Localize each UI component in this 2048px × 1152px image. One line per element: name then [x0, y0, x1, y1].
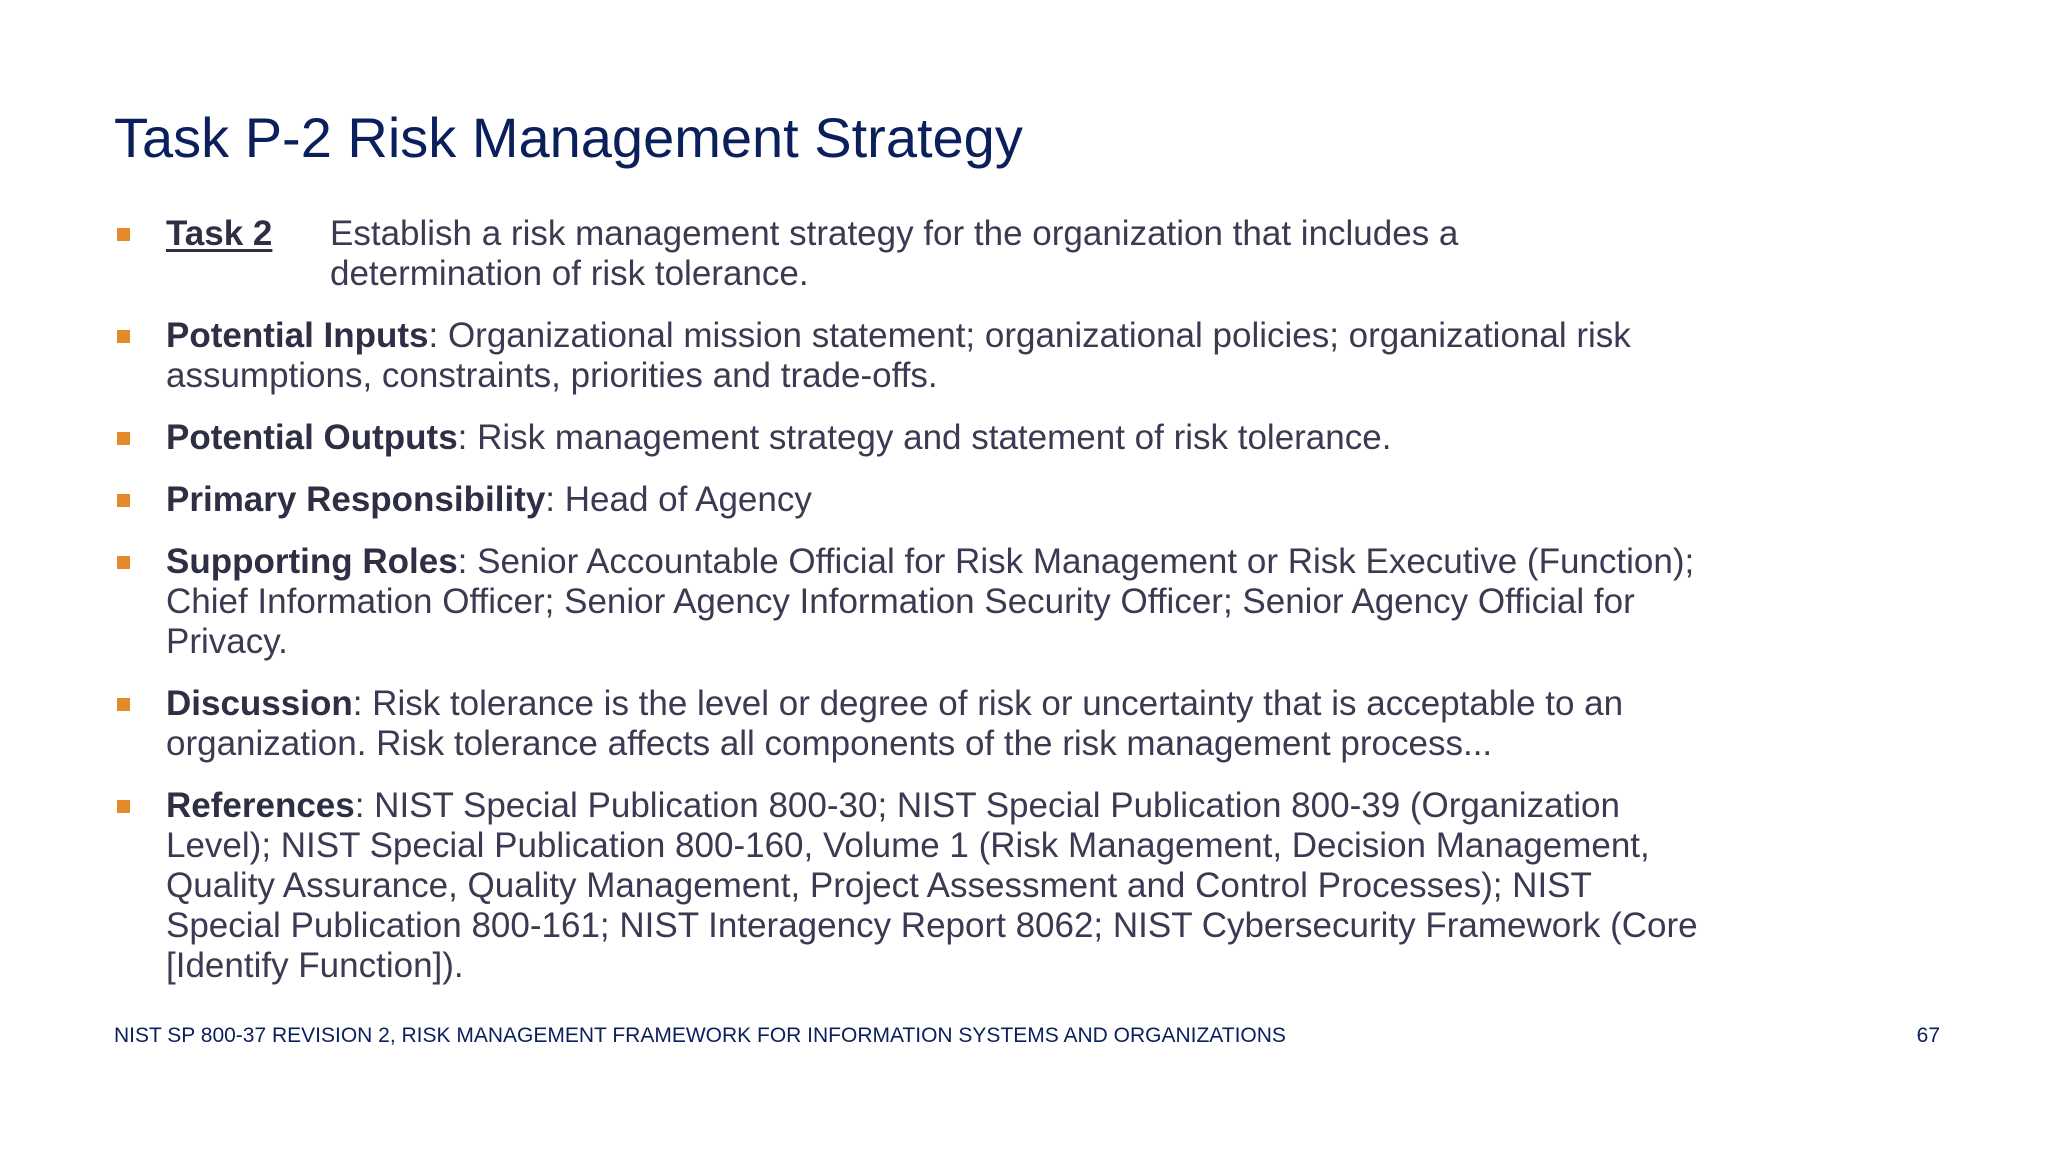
slide-footer: NIST SP 800-37 REVISION 2, RISK MANAGEMENT FRAMEWORK FOR INFORMATION SYSTEMS AND ORGANIZATIONS — [114, 1024, 1286, 1047]
bullet-square-icon — [117, 556, 130, 569]
bullet-label: Primary Responsibility — [166, 480, 546, 519]
bullet-text: : Senior Accountable Official for Risk Management or Risk Executive (Function); Chief Information Officer; Senior Agency Information Security Officer; Senior Agency Official for Privacy. — [166, 542, 1695, 661]
page-number: 67 — [1916, 1024, 1940, 1047]
slide-title: Task P-2 Risk Management Strategy — [114, 106, 1023, 169]
bullet-square-icon — [117, 228, 130, 241]
bullet-text: : Risk tolerance is the level or degree of risk or uncertainty that is acceptable to an organization. Risk tolerance affects all components of the risk management process... — [166, 684, 1624, 763]
bullet-square-icon — [117, 432, 130, 445]
bullet-text: : Organizational mission statement; organizational policies; organizational risk assumptions, constraints, priorities and trade-offs. — [166, 316, 1631, 395]
bullet-discussion — [114, 684, 1714, 764]
task-label: Task 2 — [166, 214, 273, 253]
bullet-list — [114, 214, 1714, 1008]
bullet-potential-inputs — [114, 316, 1714, 396]
bullet-text: : NIST Special Publication 800-30; NIST Special Publication 800-39 (Organization Level); NIST Special Publication 800-160, Volume 1 (Risk Management, Decision Management, Quality Assurance, Quality Management, Project Assessment and Control Processes); NIST Special Publication 800-161; NIST Interagency Report 8062; NIST Cybersecurity Framework (Core [Identify Function]). — [166, 786, 1698, 985]
bullet-references — [114, 786, 1714, 986]
bullet-supporting-roles — [114, 542, 1714, 662]
bullet-square-icon — [117, 494, 130, 507]
bullet-label: Potential Inputs — [166, 316, 429, 355]
bullet-potential-outputs — [114, 418, 1714, 458]
bullet-square-icon — [117, 800, 130, 813]
bullet-square-icon — [117, 698, 130, 711]
bullet-text: : Risk management strategy and statement of risk tolerance. — [457, 418, 1392, 457]
bullet-task — [114, 214, 1714, 294]
bullet-label: Supporting Roles — [166, 542, 458, 581]
bullet-label: Potential Outputs — [166, 418, 458, 457]
task-text: Establish a risk management strategy for the organization that includes a determination of risk tolerance. — [330, 214, 1459, 293]
bullet-label: References — [166, 786, 355, 825]
bullet-primary-responsibility — [114, 480, 1714, 520]
bullet-label: Discussion — [166, 684, 353, 723]
bullet-text: : Head of Agency — [545, 480, 812, 519]
bullet-square-icon — [117, 330, 130, 343]
